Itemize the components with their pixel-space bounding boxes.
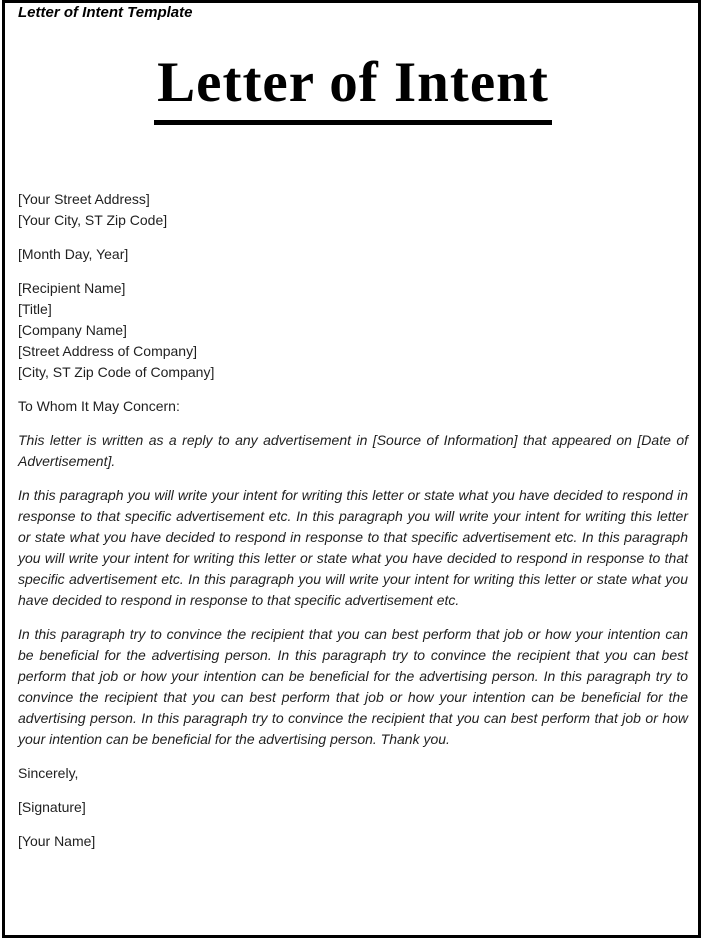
date-line: [Month Day, Year] — [18, 245, 129, 262]
template-header-label: Letter of Intent Template — [18, 4, 193, 21]
paragraph-intro: This letter is written as a reply to any advertisement in [Source of Information] that appeared on [Date of Advertisement]. — [18, 431, 688, 469]
page-content — [5, 3, 698, 938]
date-block — [18, 244, 688, 265]
recipient-title-line: [Title] — [18, 300, 52, 317]
sender-street-line: [Your Street Address] — [18, 190, 150, 207]
salutation-block — [18, 396, 688, 417]
salutation-line: To Whom It May Concern: — [18, 397, 180, 414]
sender-city-line: [Your City, ST Zip Code] — [18, 211, 168, 228]
closing-line: Sincerely, — [18, 764, 79, 781]
recipient-city-line: [City, ST Zip Code of Company] — [18, 363, 215, 380]
recipient-address-block — [18, 278, 688, 383]
document-title-text: Letter of Intent — [154, 53, 552, 125]
recipient-street-line: [Street Address of Company] — [18, 342, 197, 359]
document-title — [18, 53, 688, 125]
closing-block — [18, 763, 688, 784]
recipient-company-line: [Company Name] — [18, 321, 127, 338]
signature-block — [18, 797, 688, 818]
recipient-name-line: [Recipient Name] — [18, 279, 126, 296]
name-block — [18, 831, 688, 852]
sender-address-block — [18, 189, 688, 231]
paragraph-intent: In this paragraph you will write your intent for writing this letter or state what you have decided to respond in response to that specific advertisement etc. In this paragraph you will write your intent for writing this letter or state what you have decided to respond in response to that specific advertisement etc. In this paragraph you will write your intent for writing this letter or state what you have decided to respond in response to that specific advertisement etc. In this paragraph you will write your intent for writing this letter or state what you have decided to respond in response to that specific advertisement etc. — [18, 486, 688, 608]
paragraph-convince: In this paragraph try to convince the recipient that you can best perform that job or how your intention can be beneficial for the advertising person. In this paragraph try to convince the recipient that you can best perform that job or how your intention can be beneficial for the advertising person. In this paragraph try to convince the recipient that you can best perform that job or how your intention can be beneficial for the advertising person. In this paragraph try to convince the recipient that you can best perform that job or how your intention can be beneficial for the advertising person. Thank you. — [18, 625, 688, 747]
your-name-line: [Your Name] — [18, 832, 96, 849]
signature-line: [Signature] — [18, 798, 86, 815]
